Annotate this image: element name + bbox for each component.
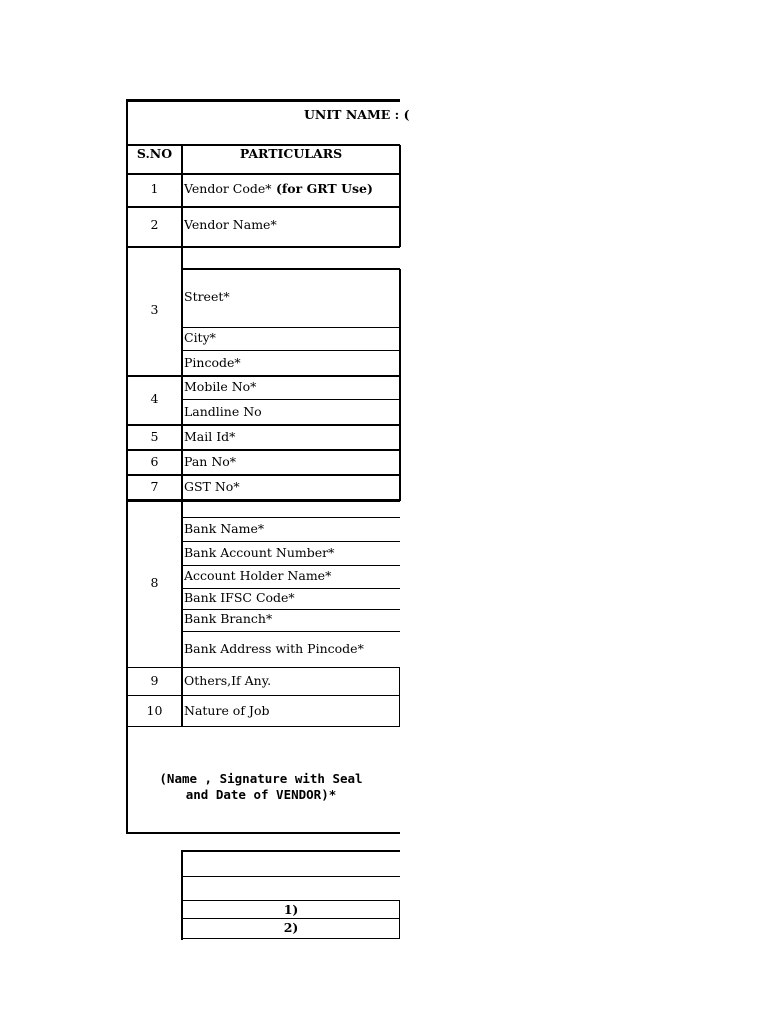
gst-no-label: GST No* [184,479,240,494]
row-3-inner-top [181,268,400,270]
mobile-label: Mobile No* [184,379,257,394]
row-7-sno: 7 [150,479,159,494]
row-line [126,424,400,426]
row-2-sno: 2 [150,217,159,232]
city-label: City* [184,330,216,345]
row-3-sno: 3 [150,302,159,317]
lower-table-item-2: 2) [283,920,299,935]
mail-id-label: Mail Id* [184,429,236,444]
row-9-sno: 9 [150,673,159,688]
signature-line-1: (Name , Signature with Seal [159,771,363,786]
row-4-inner-line [181,399,400,400]
bank-ifsc-label: Bank IFSC Code* [184,590,295,605]
row-line [126,246,400,248]
lower-table-line [181,918,400,919]
row-8-sno: 8 [150,575,159,590]
lower-table-right [399,900,400,939]
row-1-note: (for GRT Use) [276,181,373,196]
row-line [126,726,400,727]
account-holder-name-label: Account Holder Name* [184,568,332,583]
row-4-sno: 4 [150,391,159,406]
row-1-sno: 1 [150,181,159,196]
row-8-inner-line [181,609,400,610]
column-divider [181,145,183,727]
lower-table-line [181,876,400,877]
row-line [126,499,400,502]
row-10-sno: 10 [146,703,163,718]
signature-line-2: and Date of VENDOR)* [185,787,337,802]
lower-table-line [181,900,400,901]
nature-of-job-label: Nature of Job [184,703,270,718]
row-line [126,695,400,696]
table-right-edge-1 [399,145,401,247]
row-line [126,375,400,377]
row-3-inner-line [181,350,400,351]
row-line [126,173,400,175]
landline-label: Landline No [184,404,262,419]
bank-name-label: Bank Name* [184,521,265,536]
unit-name-heading: UNIT NAME : ( [304,107,410,122]
row-6-sno: 6 [150,454,159,469]
column-header-particulars: PARTICULARS [239,146,343,161]
row-5-sno: 5 [150,429,159,444]
lower-table-top [181,850,400,852]
row-2-label: Vendor Name* [184,217,277,232]
bank-branch-label: Bank Branch* [184,611,273,626]
lower-table-item-1: 1) [283,902,299,917]
row-1-label: Vendor Code* [184,181,272,196]
row-8-inner-line [181,541,400,542]
pincode-label: Pincode* [184,355,241,370]
row-line [126,449,400,451]
column-header-sno: S.NO [136,146,173,161]
row-line [126,206,400,208]
table-right-edge-2 [399,269,401,501]
bank-address-label: Bank Address with Pincode* [184,641,364,656]
outer-border-bottom [126,832,400,834]
row-8-inner-line [181,588,400,589]
row-line [126,474,400,476]
outer-border-top [126,99,400,102]
street-label: Street* [184,289,230,304]
row-8-inner-line [181,565,400,566]
others-label: Others,If Any. [184,673,272,688]
pan-no-label: Pan No* [184,454,237,469]
row-3-inner-line [181,327,400,328]
bank-account-number-label: Bank Account Number* [184,545,335,560]
row-8-inner-line [181,517,400,518]
row-line [126,667,400,668]
row-8-inner-line [181,631,400,632]
lower-table-bottom [181,938,400,939]
table-right-edge-3 [399,667,400,727]
